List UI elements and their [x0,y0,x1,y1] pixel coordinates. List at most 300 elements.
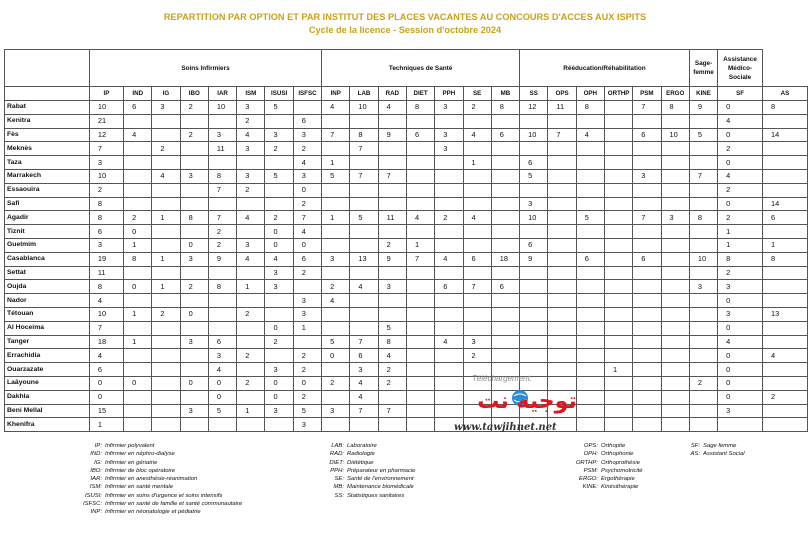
table-cell: 1 [322,211,350,225]
table-cell: 2 [718,211,763,225]
table-cell: 1 [762,238,807,252]
table-cell [378,390,406,404]
table-cell [491,321,519,335]
table-row [5,266,808,280]
table-cell [718,418,763,432]
table-cell [435,363,463,377]
table-cell: 3 [378,280,406,294]
table-cell [293,280,321,294]
table-cell: 8 [491,101,519,115]
table-cell: 2 [718,266,763,280]
table-cell [520,294,548,308]
table-cell [689,142,717,156]
table-cell: 8 [378,335,406,349]
table-cell: 3 [237,142,265,156]
table-cell [463,294,491,308]
table-cell: 0 [208,376,236,390]
table-row [5,335,808,349]
table-cell [661,183,689,197]
table-cell [661,225,689,239]
table-cell: 4 [435,335,463,349]
table-cell [322,197,350,211]
table-cell [378,294,406,308]
institute-name: Kenitra [5,114,90,128]
table-cell [762,266,807,280]
table-cell: 15 [89,404,123,418]
legend-description: Maintenance biomédicale [347,484,414,491]
table-cell: 7 [350,169,378,183]
vacancies-table [4,49,808,432]
table-cell: 7 [548,128,576,142]
table-cell [604,307,632,321]
table-cell: 4 [237,252,265,266]
table-cell [661,238,689,252]
table-cell [689,197,717,211]
table-cell: 7 [463,280,491,294]
table-row [5,169,808,183]
institute-name: Errachidia [5,349,90,363]
table-cell [406,418,434,432]
table-cell: 3 [237,101,265,115]
legend-entry [310,492,415,500]
table-cell [208,294,236,308]
table-cell: 0 [180,307,208,321]
table-cell: 8 [208,280,236,294]
table-cell: 6 [633,128,661,142]
table-row [5,404,808,418]
corner-cell [5,87,90,101]
table-cell: 4 [463,211,491,225]
table-cell: 6 [293,114,321,128]
table-cell: 2 [689,376,717,390]
table-cell [322,238,350,252]
table-cell [406,404,434,418]
table-cell [576,321,604,335]
table-cell: 4 [718,335,763,349]
table-cell: 7 [208,211,236,225]
table-cell [237,335,265,349]
table-cell [762,404,807,418]
table-cell [520,183,548,197]
institute-name: Essaouira [5,183,90,197]
institute-name: Safi [5,197,90,211]
table-cell: 8 [350,128,378,142]
table-cell [604,266,632,280]
table-cell: 5 [322,335,350,349]
table-cell: 1 [152,211,180,225]
table-cell: 0 [718,376,763,390]
table-cell [350,114,378,128]
legend-code: ISFSC: [83,501,102,508]
table-cell: 2 [124,211,152,225]
table-cell [576,225,604,239]
legend-description: Diététique [347,459,374,466]
table-cell [322,307,350,321]
table-cell: 7 [378,169,406,183]
legend-entry [62,459,242,467]
table-cell [604,321,632,335]
table-row [5,128,808,142]
table-cell [463,114,491,128]
table-cell [633,404,661,418]
table-cell: 1 [604,363,632,377]
table-cell: 4 [350,376,378,390]
table-cell [548,294,576,308]
table-cell [180,114,208,128]
table-cell [491,142,519,156]
table-cell [604,238,632,252]
legend-description: Orthoptie [601,443,626,449]
table-cell: 4 [322,101,350,115]
table-cell: 4 [350,390,378,404]
table-cell [633,349,661,363]
table-cell: 2 [152,307,180,321]
table-cell: 21 [89,114,123,128]
table-cell [661,418,689,432]
table-cell [237,390,265,404]
table-cell: 8 [89,197,123,211]
table-cell [265,294,293,308]
table-cell [237,225,265,239]
legend-soins [62,442,242,517]
table-cell [762,321,807,335]
table-cell [633,294,661,308]
table-cell: 3 [293,307,321,321]
table-cell: 3 [180,252,208,266]
table-cell [152,321,180,335]
table-row [5,321,808,335]
table-cell: 0 [718,363,763,377]
table-cell: 6 [89,363,123,377]
table-row [5,225,808,239]
table-row [5,252,808,266]
table-cell [152,266,180,280]
table-cell: 1 [463,156,491,170]
table-cell [633,376,661,390]
table-cell [322,114,350,128]
legend-description: Infirmier en soins d'urgence et soins intensifs [105,492,223,499]
legend-description: Ergothérapie [601,476,635,483]
table-cell [548,211,576,225]
table-cell [548,266,576,280]
table-cell [435,349,463,363]
table-cell: 10 [350,101,378,115]
table-cell: 7 [633,101,661,115]
table-cell: 9 [689,101,717,115]
table-cell: 0 [265,238,293,252]
group-header: Rééducation/Réhabilitation [520,50,690,87]
table-cell: 0 [718,156,763,170]
institute-name: Laâyoune [5,376,90,390]
table-cell: 5 [265,101,293,115]
table-cell [180,390,208,404]
table-cell [661,266,689,280]
column-code-mb: MB [491,87,519,101]
table-cell [293,101,321,115]
table-cell [406,376,434,390]
table-row [5,376,808,390]
table-cell [406,307,434,321]
table-cell: 3 [237,238,265,252]
table-cell [180,156,208,170]
table-cell [237,363,265,377]
institute-name: Rabat [5,101,90,115]
table-cell: 9 [208,252,236,266]
table-cell: 5 [293,404,321,418]
logo-text: توجيه نت [477,389,577,414]
table-cell [689,390,717,404]
table-cell: 7 [350,404,378,418]
table-cell: 7 [350,335,378,349]
table-cell [378,183,406,197]
institute-name: Oujda [5,280,90,294]
table-cell [548,321,576,335]
table-cell [208,266,236,280]
table-cell: 8 [208,169,236,183]
table-cell: 0 [293,238,321,252]
table-cell [576,349,604,363]
table-cell [463,142,491,156]
table-row [5,349,808,363]
table-cell [689,225,717,239]
table-cell [406,363,434,377]
table-cell: 12 [89,128,123,142]
table-cell: 3 [322,404,350,418]
table-cell [689,335,717,349]
table-row [5,363,808,377]
table-cell: 1 [237,404,265,418]
table-cell [520,114,548,128]
table-cell [406,349,434,363]
table-cell [463,266,491,280]
institute-name: Tiznit [5,225,90,239]
table-cell [633,418,661,432]
table-cell: 4 [718,114,763,128]
table-cell: 8 [576,101,604,115]
table-cell [762,418,807,432]
table-cell [463,225,491,239]
table-cell: 4 [265,252,293,266]
table-cell: 4 [89,294,123,308]
table-cell [633,142,661,156]
table-cell [491,225,519,239]
table-cell [491,238,519,252]
table-cell [491,266,519,280]
table-cell [520,321,548,335]
table-cell [265,349,293,363]
table-row [5,142,808,156]
legend-other [686,442,745,459]
tawjihnet-logo [462,384,592,414]
table-cell [322,363,350,377]
table-row [5,418,808,432]
table-cell [689,321,717,335]
table-cell: 0 [265,321,293,335]
table-cell [689,266,717,280]
institute-name: Meknès [5,142,90,156]
page-title: REPARTITION PAR OPTION ET PAR INSTITUT DES PLACES VACANTES AU CONCOURS D'ACCES AUX ISPITS [163,12,647,22]
table-cell [762,280,807,294]
table-cell [762,294,807,308]
table-cell [762,142,807,156]
legend-code: IND: [90,451,102,458]
table-cell: 10 [208,101,236,115]
table-cell: 13 [350,252,378,266]
table-cell [124,418,152,432]
table-cell: 2 [237,307,265,321]
table-cell: 3 [435,101,463,115]
table-cell: 6 [762,211,807,225]
legend-entry [62,508,242,516]
legend-description: Kinésithérapie [601,484,639,491]
institute-name: Agadir [5,211,90,225]
legend-description: Assistant Social [703,451,745,458]
institute-name: Al Hoceima [5,321,90,335]
legend-entry [558,459,643,467]
table-cell [762,169,807,183]
watermark-url: www.tawjihnet.net [454,422,557,433]
table-cell [633,183,661,197]
table-cell: 3 [293,169,321,183]
legend-description: Infirmier en santé mentale [105,484,174,491]
institute-name: Ouarzazate [5,363,90,377]
table-cell [435,307,463,321]
table-cell: 0 [265,390,293,404]
table-cell [661,335,689,349]
table-cell: 0 [265,225,293,239]
table-cell: 3 [718,404,763,418]
table-cell: 8 [406,101,434,115]
table-cell [604,197,632,211]
table-cell [152,238,180,252]
table-cell [180,294,208,308]
table-cell: 2 [293,266,321,280]
table-cell: 7 [406,252,434,266]
table-cell [435,294,463,308]
table-cell [491,335,519,349]
legend-code: LAB: [331,443,344,449]
table-cell [124,349,152,363]
legend-code: IAR: [90,476,102,483]
table-cell: 2 [293,363,321,377]
table-cell [689,156,717,170]
table-cell [378,418,406,432]
table-cell: 1 [237,280,265,294]
table-cell [152,225,180,239]
table-row [5,238,808,252]
table-cell: 0 [718,197,763,211]
table-cell [689,404,717,418]
column-code-isusi: ISUSI [265,87,293,101]
table-cell: 7 [89,321,123,335]
column-code-ind: IND [124,87,152,101]
table-cell: 4 [124,128,152,142]
institute-name: Guelmim [5,238,90,252]
column-code-pph: PPH [435,87,463,101]
legend-entry [558,442,643,450]
table-cell [152,183,180,197]
code-header-row [5,87,808,101]
table-cell [124,114,152,128]
table-cell: 8 [718,252,763,266]
table-cell [237,321,265,335]
legend-code: MB: [333,484,344,491]
institute-name: Khenifra [5,418,90,432]
table-cell [689,307,717,321]
table-cell: 19 [89,252,123,266]
table-cell: 3 [718,280,763,294]
table-cell: 10 [661,128,689,142]
table-cell [762,335,807,349]
column-code-ops: OPS [548,87,576,101]
table-cell [265,418,293,432]
table-cell [124,197,152,211]
table-cell: 7 [322,128,350,142]
table-cell [491,307,519,321]
table-cell: 2 [152,142,180,156]
table-cell: 3 [435,128,463,142]
table-cell [378,156,406,170]
institute-name: Nador [5,294,90,308]
column-code-isfsc: ISFSC [293,87,321,101]
table-cell [152,294,180,308]
institute-name: Taza [5,156,90,170]
table-cell [633,335,661,349]
legend-code: SE: [334,476,344,483]
legend-code: PPH: [330,467,344,474]
table-cell [689,294,717,308]
column-code-oph: OPH [576,87,604,101]
table-cell [548,307,576,321]
table-cell [124,156,152,170]
table-row [5,280,808,294]
table-cell [124,390,152,404]
table-cell: 5 [208,404,236,418]
column-code-psm: PSM [633,87,661,101]
table-cell [633,390,661,404]
table-cell [350,266,378,280]
table-cell: 8 [89,211,123,225]
table-cell: 2 [293,142,321,156]
table-cell [152,114,180,128]
table-cell [463,169,491,183]
table-cell [152,390,180,404]
corner-cell [5,50,90,87]
table-cell: 6 [520,156,548,170]
table-cell: 3 [633,169,661,183]
table-cell [152,376,180,390]
table-cell [350,225,378,239]
table-cell [350,321,378,335]
table-cell [633,363,661,377]
table-cell [661,169,689,183]
table-cell: 14 [762,128,807,142]
table-cell: 0 [180,238,208,252]
table-cell: 8 [762,101,807,115]
table-cell [661,404,689,418]
table-cell: 2 [89,183,123,197]
table-cell [576,238,604,252]
column-code-ip: IP [89,87,123,101]
table-cell [661,156,689,170]
table-cell [152,197,180,211]
table-cell: 6 [124,101,152,115]
table-cell: 3 [322,252,350,266]
table-cell [604,335,632,349]
legend-code: KINE: [582,484,598,491]
legend-description: Préparateur en pharmacie [347,467,416,474]
table-cell [548,156,576,170]
